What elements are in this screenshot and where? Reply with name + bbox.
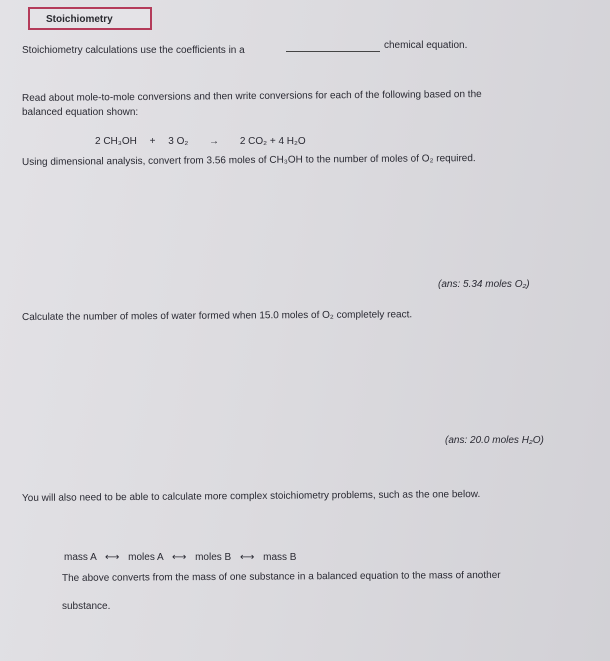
double-arrow-icon: ⟷ [105, 552, 120, 563]
title-box [28, 7, 152, 30]
conversion-chain [64, 552, 296, 564]
equation-reactant-2: 3 O₂ [168, 136, 189, 147]
intro-text-end: chemical equation. [384, 40, 468, 51]
balanced-equation [95, 136, 306, 148]
chain-mass-b: mass B [263, 552, 297, 563]
double-arrow-icon: ⟷ [240, 552, 255, 563]
question-1-answer: (ans: 5.34 moles O₂) [438, 279, 530, 290]
question-2-answer: (ans: 20.0 moles H₂O) [445, 435, 544, 446]
equation-products: 2 CO₂ + 4 H₂O [239, 136, 306, 147]
question-2-text: Calculate the number of moles of water formed when 15.0 moles of O₂ completely react. [21, 309, 413, 323]
intro-text: Stoichiometry calculations use the coefficients in a [22, 45, 245, 56]
closing-line-2: substance. [62, 601, 111, 612]
fill-in-blank-line [286, 51, 380, 52]
chain-moles-a: moles A [128, 552, 164, 563]
chain-moles-b: moles B [195, 552, 232, 563]
equation-arrow: → [209, 136, 220, 147]
page-title: Stoichiometry [46, 14, 113, 25]
equation-plus: + [149, 136, 156, 147]
instructions-line-1: Read about mole-to-mole conversions and then write conversions for each of the following based on the [21, 88, 482, 104]
double-arrow-icon: ⟷ [171, 552, 187, 563]
closing-line-1: The above converts from the mass of one substance in a balanced equation to the mass of another [61, 569, 501, 584]
complex-problems-note: You will also need to be able to calculate more complex stoichiometry problems, such as the one below. [21, 489, 481, 504]
equation-reactant-1: 2 CH₃OH [95, 136, 137, 147]
instructions-line-2: balanced equation shown: [22, 107, 139, 118]
question-1-text: Using dimensional analysis, convert from 3.56 moles of CH₃OH to the number of moles of O₂ required. [21, 153, 476, 168]
chain-mass-a: mass A [64, 552, 97, 563]
